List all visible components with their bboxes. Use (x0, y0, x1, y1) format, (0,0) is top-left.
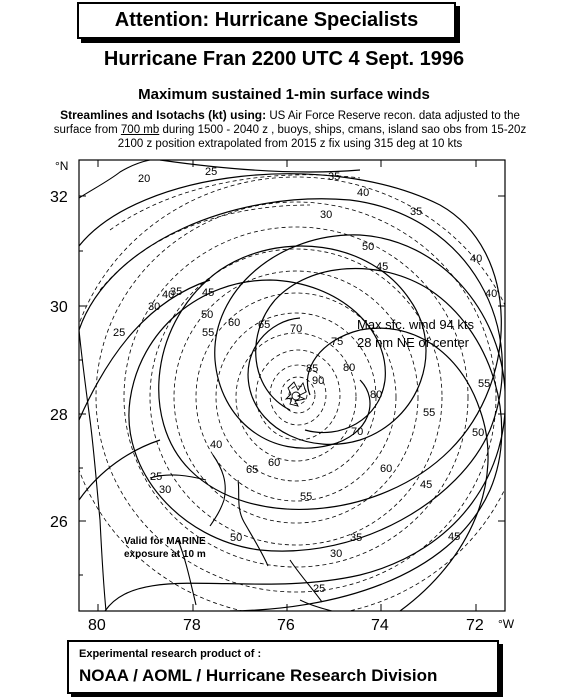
method-line2-b: during 1500 - 2040 z , buoys, ships, cmans, island sao obs from 15-20z (159, 124, 527, 136)
credit-line1: Experimental research product of : (79, 648, 262, 660)
streamline (307, 328, 491, 611)
isotach-label: 45 (202, 287, 215, 299)
isotach-label: 65 (258, 319, 271, 331)
page-subtitle: Maximum sustained 1-min surface winds (138, 86, 430, 103)
method-line2-a: surface from (53, 124, 121, 136)
attention-banner (77, 2, 456, 39)
method-line1: US Air Force Reserve recon. data adjusted to the (266, 110, 520, 122)
isotach-label: 85 (306, 363, 319, 375)
isotach (124, 227, 468, 567)
credit-line2: NOAA / AOML / Hurricane Research Division (79, 666, 438, 685)
isotach-label: 30 (330, 548, 343, 560)
page-title: Hurricane Fran 2200 UTC 4 Sept. 1996 (103, 48, 465, 70)
isotach-label: 30 (320, 209, 333, 221)
isotach (216, 313, 376, 481)
method-line3: 2100 z position extrapolated from 2015 z fix using 315 deg at 10 kts (117, 138, 463, 150)
method-lead: Streamlines and Isotachs (kt) using: (60, 108, 267, 122)
isotach (236, 333, 356, 461)
isotach-label: 80 (343, 362, 356, 374)
wind-map (0, 150, 568, 640)
isotach-label: 55 (423, 407, 436, 419)
valid-exposure-label: exposure at 10 m (124, 549, 206, 560)
isotach-label: 35 (328, 171, 341, 183)
lat-label-32: 32 (50, 189, 68, 206)
isotach-labels (113, 166, 497, 595)
isotach-label: 45 (376, 261, 389, 273)
isotach-label: 35 (350, 532, 363, 544)
isotach-label: 40 (162, 289, 175, 301)
isotach-label: 80 (370, 389, 383, 401)
isotach-label: 40 (485, 288, 498, 300)
isotach-label: 35 (170, 286, 183, 298)
lon-unit-label: °W (498, 617, 515, 631)
lat-label-30: 30 (50, 299, 68, 316)
isotach-label: 70 (290, 323, 303, 335)
isotach-label: 60 (268, 457, 281, 469)
bahamas-exuma (290, 560, 322, 602)
isotach-label: 25 (313, 583, 326, 595)
isotach-label: 45 (448, 531, 461, 543)
isotach-label: 60 (228, 317, 241, 329)
isotach-label: 50 (472, 427, 485, 439)
isotach-label: 40 (357, 187, 370, 199)
isotach-label: 45 (420, 479, 433, 491)
lat-label-28: 28 (50, 407, 68, 424)
lon-label-74: 74 (371, 617, 389, 634)
lat-label-26: 26 (50, 514, 68, 531)
isotach-label: 40 (210, 439, 223, 451)
isotach-label: 40 (470, 253, 483, 265)
lon-label-76: 76 (277, 617, 295, 634)
isotach-label: 90 (312, 375, 325, 387)
isotach (96, 202, 496, 592)
isotach-label: 20 (138, 173, 151, 185)
isotach-label: 65 (246, 464, 259, 476)
bahamas-eleuthera (238, 480, 268, 566)
isotach-label: 55 (300, 491, 313, 503)
isotach-label: 25 (113, 327, 126, 339)
isotach-label: 50 (362, 241, 375, 253)
method-description (20, 108, 560, 151)
isotach-label: 25 (205, 166, 218, 178)
isotach-label: 50 (230, 532, 243, 544)
banner-text: Attention: Hurricane Specialists (114, 9, 419, 31)
isotach-label: 60 (380, 463, 393, 475)
isotach-label: 55 (478, 378, 491, 390)
streamline (79, 440, 163, 500)
isotach (256, 350, 340, 440)
isotach-label: 55 (202, 327, 215, 339)
lon-label-78: 78 (183, 617, 201, 634)
method-level: 700 mb (120, 124, 160, 136)
latitude-axis (79, 196, 505, 575)
max-wind-location: 28 nm NE of center (357, 335, 469, 350)
credit-box (67, 640, 499, 694)
isotach-label: 70 (351, 426, 364, 438)
lat-unit-label: °N (55, 159, 69, 173)
lon-label-80: 80 (88, 617, 106, 634)
isotach-label: 75 (331, 336, 344, 348)
isotach-label: 30 (159, 484, 172, 496)
florida-coast (79, 330, 106, 611)
isotach-label: 35 (410, 206, 423, 218)
streamline (79, 280, 210, 420)
isotach-label: 50 (201, 309, 214, 321)
lon-label-72: 72 (466, 617, 484, 634)
isotach-label: 25 (150, 471, 163, 483)
valid-marine-label: Valid for MARINE (124, 536, 206, 547)
isotach-label: 30 (148, 301, 161, 313)
max-wind-annotation: Max sfc. wind 94 kts (357, 317, 475, 332)
